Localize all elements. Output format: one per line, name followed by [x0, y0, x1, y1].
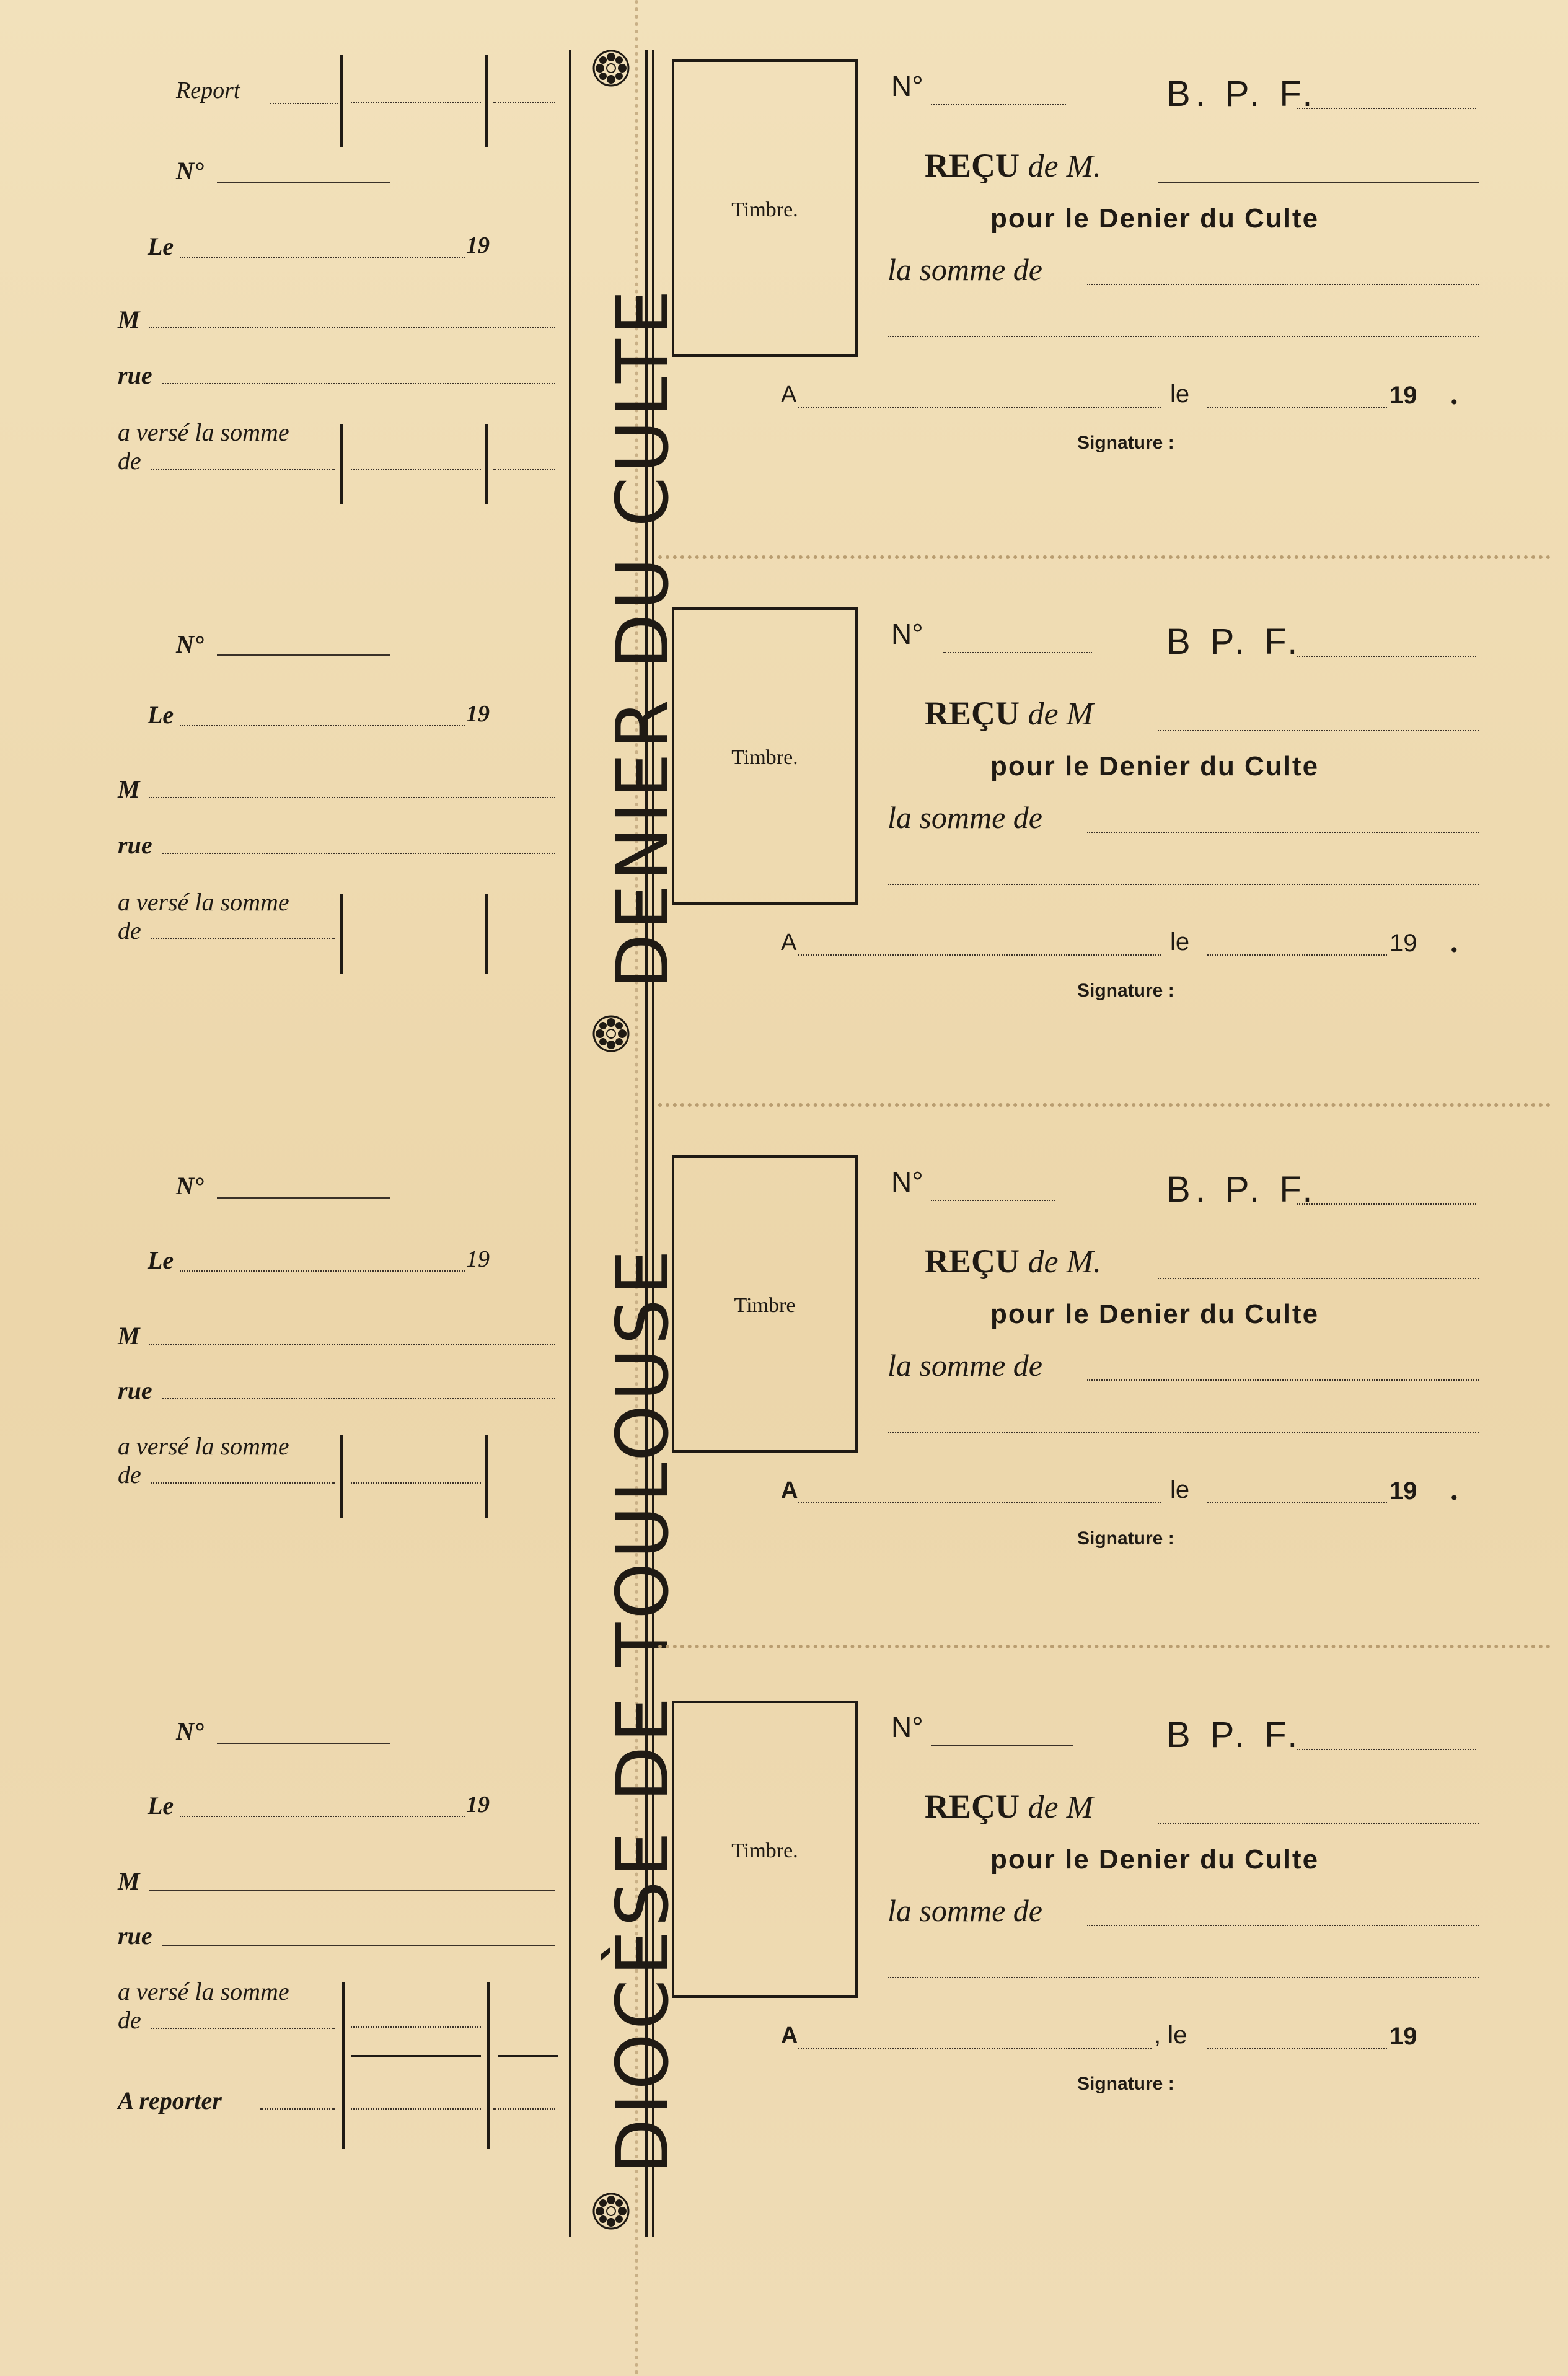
- band-title-main: DIOCÈSE DE TOULOUSE: [601, 1246, 685, 2174]
- receipt-2: Timbre. N° B P. F. REÇU de M pour le Denier du Culte la somme de A le 19 . Signature :: [658, 607, 1568, 1153]
- stamp-box: [672, 59, 858, 357]
- stub-m-label: M: [118, 1322, 140, 1350]
- stub-verse-label: a versé la somme: [118, 1432, 289, 1460]
- pour-denier-label: pour le Denier du Culte: [990, 203, 1319, 234]
- band-title-end: DENIER DU CULTE: [601, 286, 685, 989]
- stub-de-label: de: [118, 2006, 141, 2034]
- receipt-no-label: N°: [891, 70, 923, 102]
- a-label: A: [781, 930, 797, 956]
- receipt-year: 19: [1390, 2023, 1417, 2050]
- stamp-box: [672, 1155, 858, 1453]
- stub-le-label: Le: [148, 701, 174, 729]
- bpf-label: B. P. F.: [1166, 74, 1318, 114]
- band-border-left: [569, 50, 571, 2237]
- receipt-year: 19: [1390, 930, 1417, 957]
- signature-label: Signature :: [1077, 980, 1174, 1001]
- bpf-label: B P. F.: [1166, 1715, 1303, 1755]
- signature-label: Signature :: [1077, 1528, 1174, 1549]
- stub-de-label: de: [118, 917, 141, 944]
- pour-denier-label: pour le Denier du Culte: [990, 1299, 1319, 1329]
- signature-label: Signature :: [1077, 433, 1174, 453]
- recu-heading: REÇU de M.: [925, 147, 1101, 184]
- stub-verse-label: a versé la somme: [118, 888, 289, 916]
- stub-rue-label: rue: [118, 361, 152, 389]
- a-label: A: [781, 2023, 798, 2049]
- stamp-label: Timbre: [734, 1294, 796, 1317]
- stub-year: 19: [466, 701, 490, 727]
- stub-m-label: M: [118, 775, 140, 803]
- le-label: le: [1170, 381, 1190, 408]
- receipt-3: Timbre N° B. P. F. REÇU de M. pour le Denier du Culte la somme de A le 19 . Signature :: [658, 1155, 1568, 1701]
- receipt-no-label: N°: [891, 1711, 923, 1743]
- stub-year: 19: [466, 232, 490, 258]
- stub-3: [0, 1140, 570, 1686]
- recu-heading: REÇU de M.: [925, 1243, 1101, 1280]
- stub-no-label: N°: [176, 630, 204, 658]
- rosette-icon: [591, 48, 631, 88]
- receipt-no-label: N°: [891, 618, 923, 650]
- stub-de-label: de: [118, 447, 141, 475]
- stub-no-label: N°: [176, 1717, 204, 1745]
- stub-no-label: N°: [176, 157, 204, 185]
- stub-verse-label: a versé la somme: [118, 1978, 289, 2005]
- bpf-label: B. P. F.: [1166, 1169, 1318, 1210]
- receipt-year: 19: [1390, 1477, 1417, 1505]
- stub-m-label: M: [118, 306, 140, 333]
- le-label: le: [1170, 928, 1190, 956]
- a-label: A: [781, 382, 797, 408]
- pour-denier-label: pour le Denier du Culte: [990, 751, 1319, 781]
- stamp-box: [672, 1701, 858, 1998]
- stamp-label: Timbre.: [731, 198, 798, 221]
- stamp-box: [672, 607, 858, 905]
- stub-de-label: de: [118, 1461, 141, 1489]
- receipt-year: 19: [1390, 382, 1417, 409]
- stub-year: 19: [466, 1246, 490, 1272]
- somme-label: la somme de: [888, 252, 1042, 287]
- report-label: Report: [176, 77, 240, 103]
- recu-heading: REÇU de M: [925, 1788, 1093, 1825]
- stub-rue-label: rue: [118, 1922, 152, 1950]
- stub-year: 19: [466, 1792, 490, 1818]
- receipt-no-label: N°: [891, 1166, 923, 1198]
- stub-no-label: N°: [176, 1172, 204, 1200]
- stub-le-label: Le: [148, 1792, 174, 1819]
- somme-label: la somme de: [888, 1893, 1042, 1928]
- receipt-4: [658, 1701, 1568, 2246]
- stub-rue-label: rue: [118, 831, 152, 859]
- stub-verse-label: a versé la somme: [118, 418, 289, 446]
- stamp-label: Timbre.: [731, 746, 798, 769]
- somme-label: la somme de: [888, 800, 1042, 835]
- le-label: , le: [1154, 2022, 1187, 2049]
- rosette-icon: [591, 1014, 631, 1054]
- recu-heading: REÇU de M: [925, 695, 1093, 732]
- stub-2: [0, 595, 570, 1140]
- stub-le-label: Le: [148, 232, 174, 260]
- a-label: A: [781, 1477, 798, 1503]
- le-label: le: [1170, 1476, 1190, 1503]
- pour-denier-label: pour le Denier du Culte: [990, 1844, 1319, 1875]
- stub-m-label: M: [118, 1867, 140, 1895]
- signature-label: Signature :: [1077, 2074, 1174, 2094]
- stub-1: [0, 50, 570, 595]
- somme-label: la somme de: [888, 1348, 1042, 1383]
- stamp-label: Timbre.: [731, 1839, 798, 1862]
- stub-rue-label: rue: [118, 1376, 152, 1404]
- stub-4: [0, 1686, 570, 2305]
- stub-le-label: Le: [148, 1246, 174, 1274]
- bpf-label: B P. F.: [1166, 622, 1303, 662]
- a-reporter-label: A reporter: [118, 2087, 222, 2114]
- receipt-1: Timbre. N° B. P. F. REÇU de M. pour le Denier du Culte la somme de A le 19 . Signature :: [658, 59, 1568, 605]
- rosette-icon: [591, 2191, 631, 2231]
